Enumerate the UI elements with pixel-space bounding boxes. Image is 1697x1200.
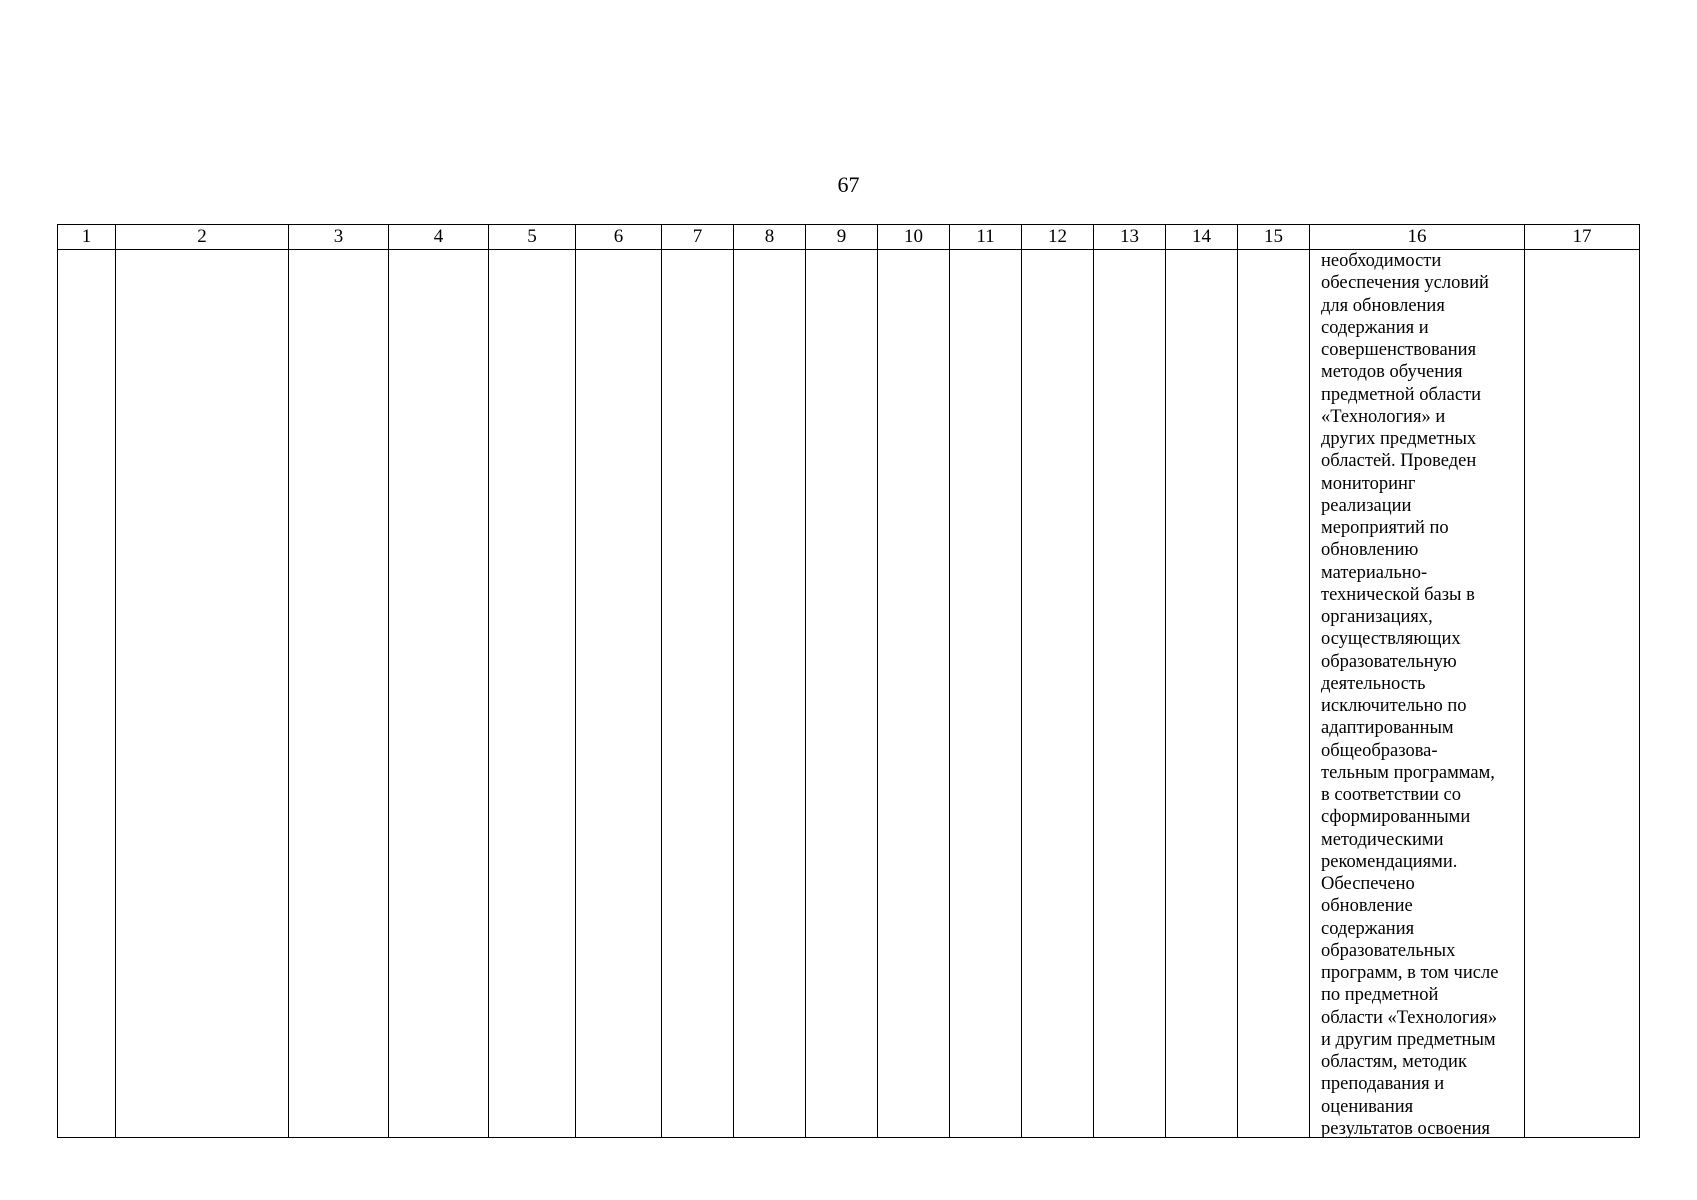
table-cell-15 bbox=[1238, 250, 1310, 1138]
column-header-7: 7 bbox=[662, 225, 734, 250]
table-row bbox=[58, 250, 1640, 1138]
column-header-3: 3 bbox=[289, 225, 389, 250]
page-number: 67 bbox=[837, 172, 860, 197]
table-cell-16 bbox=[1310, 250, 1525, 1138]
column-header-17: 17 bbox=[1525, 225, 1640, 250]
column-header-6: 6 bbox=[576, 225, 662, 250]
column-header-5: 5 bbox=[489, 225, 576, 250]
column-header-11: 11 bbox=[950, 225, 1022, 250]
column-header-4: 4 bbox=[389, 225, 489, 250]
column-header-14: 14 bbox=[1166, 225, 1238, 250]
column-header-8: 8 bbox=[734, 225, 806, 250]
column-header-16: 16 bbox=[1310, 225, 1525, 250]
table-header-row bbox=[58, 225, 1640, 250]
column-header-1: 1 bbox=[58, 225, 116, 250]
table-cell-16-text: необходимости обеспечения условий для обновления содержания и совершенствования методов обучения предметной области «Технология» и других предметных областей. Проведен мониторинг реализации мероприятий по обновлению материально- технической базы в организациях, осуществляющих образовательную деятельность исключительно по адаптированным общеобразова- тельным программам, в соответствии со сформированными методическими рекомендациями. Обеспечено обновление содержания образовательных программ, в том числе по предметной области «Технология» и другим предметным областям, методик преподавания и оценивания результатов освоения bbox=[1321, 251, 1499, 1137]
table-cell-12 bbox=[1022, 250, 1094, 1138]
table-cell-14 bbox=[1166, 250, 1238, 1138]
table-cell-9 bbox=[806, 250, 878, 1138]
table-cell-2 bbox=[116, 250, 289, 1138]
table-cell-11 bbox=[950, 250, 1022, 1138]
report-table bbox=[57, 224, 1640, 1138]
table-cell-4 bbox=[389, 250, 489, 1138]
column-header-12: 12 bbox=[1022, 225, 1094, 250]
table-cell-5 bbox=[489, 250, 576, 1138]
column-header-13: 13 bbox=[1094, 225, 1166, 250]
table-cell-8 bbox=[734, 250, 806, 1138]
table-cell-7 bbox=[662, 250, 734, 1138]
table-cell-6 bbox=[576, 250, 662, 1138]
table-cell-1 bbox=[58, 250, 116, 1138]
table-cell-13 bbox=[1094, 250, 1166, 1138]
table-cell-3 bbox=[289, 250, 389, 1138]
table-cell-10 bbox=[878, 250, 950, 1138]
column-header-10: 10 bbox=[878, 225, 950, 250]
column-header-15: 15 bbox=[1238, 225, 1310, 250]
table-cell-17 bbox=[1525, 250, 1640, 1138]
column-header-9: 9 bbox=[806, 225, 878, 250]
column-header-2: 2 bbox=[116, 225, 289, 250]
